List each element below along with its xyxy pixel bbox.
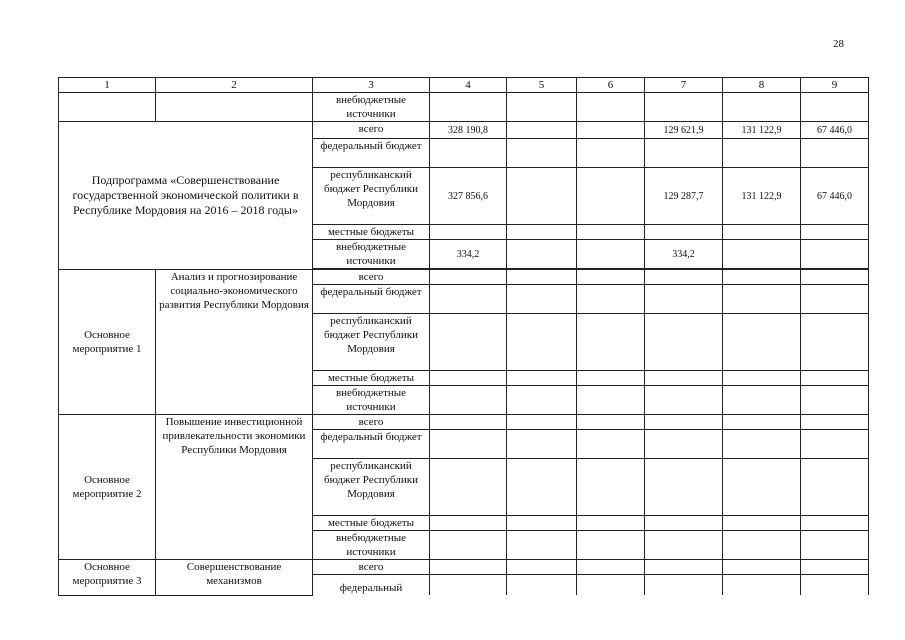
value-cell: 334,2 <box>430 240 507 269</box>
cell-empty <box>645 459 723 516</box>
cell-empty <box>645 430 723 459</box>
cell-empty <box>723 225 801 240</box>
header-cell: 5 <box>507 78 577 93</box>
cell-empty <box>577 371 645 386</box>
cell-empty <box>507 459 577 516</box>
cell-empty <box>723 371 801 386</box>
cell-empty <box>507 285 577 314</box>
cell-empty <box>59 93 156 122</box>
cell-empty <box>801 139 869 168</box>
value-cell: 131 122,9 <box>723 122 801 139</box>
cell-empty <box>507 516 577 531</box>
source-extra: внебюджетные источники <box>313 93 430 122</box>
cell-empty <box>577 314 645 371</box>
cell-empty <box>577 93 645 122</box>
cell-empty <box>156 93 313 122</box>
cell-empty <box>645 386 723 415</box>
cell-empty <box>723 93 801 122</box>
cell-empty <box>645 225 723 240</box>
measure-label: Основное мероприятие 1 <box>59 270 156 415</box>
cell-empty <box>801 430 869 459</box>
cell-empty <box>801 459 869 516</box>
cell-empty <box>801 93 869 122</box>
value-cell: 67 446,0 <box>801 168 869 225</box>
cell-empty <box>645 560 723 575</box>
cell-empty <box>577 459 645 516</box>
source-vsego: всего <box>313 270 430 285</box>
cell-empty <box>430 560 507 575</box>
cell-empty <box>577 516 645 531</box>
cell-empty <box>723 314 801 371</box>
subprogram-title: Подпрограмма «Совершенствование государственной экономической политики в Республике Мордовия на 2016 – 2018 годы» <box>59 122 313 270</box>
cell-empty <box>430 285 507 314</box>
cell-empty <box>723 386 801 415</box>
page-number: 28 <box>833 38 844 50</box>
cell-empty <box>577 139 645 168</box>
cell-empty <box>801 575 869 596</box>
cell-empty <box>507 225 577 240</box>
source-local: местные бюджеты <box>313 225 430 240</box>
source-federal: федеральный бюджет <box>313 139 430 168</box>
cell-empty <box>507 93 577 122</box>
source-republic: республиканский бюджет Республики Мордовия <box>313 314 430 371</box>
header-cell: 1 <box>59 78 156 93</box>
measure-label: Основное мероприятие 2 <box>59 415 156 560</box>
cell-empty <box>723 285 801 314</box>
header-cell: 4 <box>430 78 507 93</box>
cell-empty <box>801 415 869 430</box>
cell-empty <box>723 139 801 168</box>
cell-empty <box>645 516 723 531</box>
cell-empty <box>801 225 869 240</box>
cell-empty <box>723 516 801 531</box>
source-republic: республиканский бюджет Республики Мордовия <box>313 459 430 516</box>
value-cell: 334,2 <box>645 240 723 269</box>
header-cell: 3 <box>313 78 430 93</box>
source-vsego: всего <box>313 415 430 430</box>
header-cell: 9 <box>801 78 869 93</box>
measure-name: Повышение инвестиционной привлекательности экономики Республики Мордовия <box>156 415 313 560</box>
cell-empty <box>801 285 869 314</box>
value-cell: 327 856,6 <box>430 168 507 225</box>
cell-empty <box>430 575 507 596</box>
cell-empty <box>645 371 723 386</box>
cell-empty <box>577 168 645 225</box>
header-row <box>59 78 869 93</box>
value-cell: 129 287,7 <box>645 168 723 225</box>
cell-empty <box>723 240 801 269</box>
cell-empty <box>801 531 869 560</box>
cell-empty <box>801 314 869 371</box>
header-cell: 6 <box>577 78 645 93</box>
cell-empty <box>577 415 645 430</box>
source-federal: федеральный бюджет <box>313 285 430 314</box>
cell-empty <box>507 575 577 596</box>
cell-empty <box>645 93 723 122</box>
cell-empty <box>645 531 723 560</box>
cell-empty <box>430 93 507 122</box>
cell-empty <box>577 270 645 285</box>
cell-empty <box>645 139 723 168</box>
cell-empty <box>430 531 507 560</box>
cell-empty <box>577 285 645 314</box>
cell-empty <box>723 531 801 560</box>
source-vsego: всего <box>313 560 430 575</box>
cell-empty <box>801 560 869 575</box>
cell-empty <box>430 371 507 386</box>
cell-empty <box>645 575 723 596</box>
source-local: местные бюджеты <box>313 371 430 386</box>
cell-empty <box>645 415 723 430</box>
header-cell: 2 <box>156 78 313 93</box>
cell-empty <box>507 415 577 430</box>
source-vsego: всего <box>313 122 430 139</box>
cell-empty <box>723 415 801 430</box>
value-cell: 328 190,8 <box>430 122 507 139</box>
measure-name: Анализ и прогнозирование социально-экономического развития Республики Мордовия <box>156 270 313 415</box>
cell-empty <box>430 139 507 168</box>
source-extra: внебюджетные источники <box>313 531 430 560</box>
cell-empty <box>507 371 577 386</box>
cell-empty <box>430 314 507 371</box>
cell-empty <box>507 270 577 285</box>
cell-empty <box>430 415 507 430</box>
cell-empty <box>507 168 577 225</box>
cell-empty <box>577 531 645 560</box>
measure-name: Совершенствование механизмов <box>156 560 313 596</box>
cell-empty <box>430 270 507 285</box>
cell-empty <box>507 386 577 415</box>
cell-empty <box>430 430 507 459</box>
value-cell: 67 446,0 <box>801 122 869 139</box>
cell-empty <box>430 516 507 531</box>
cell-empty <box>577 575 645 596</box>
cell-empty <box>577 240 645 269</box>
cell-empty <box>507 139 577 168</box>
header-cell: 8 <box>723 78 801 93</box>
cell-empty <box>577 225 645 240</box>
source-extra: внебюджетные источники <box>313 240 430 269</box>
table-row <box>59 270 869 285</box>
value-cell: 129 621,9 <box>645 122 723 139</box>
table-row <box>59 415 869 430</box>
measure-label: Основное мероприятие 3 <box>59 560 156 596</box>
cell-empty <box>723 560 801 575</box>
budget-table <box>58 77 869 596</box>
cell-empty <box>507 240 577 269</box>
cell-empty <box>577 122 645 139</box>
cell-empty <box>801 516 869 531</box>
cell-empty <box>430 386 507 415</box>
cell-empty <box>577 430 645 459</box>
cell-empty <box>507 430 577 459</box>
cell-empty <box>723 430 801 459</box>
cell-empty <box>507 314 577 371</box>
cell-empty <box>430 459 507 516</box>
cell-empty <box>801 371 869 386</box>
value-cell: 131 122,9 <box>723 168 801 225</box>
cell-empty <box>577 560 645 575</box>
table-row <box>59 93 869 122</box>
cell-empty <box>801 270 869 285</box>
table-row <box>59 560 869 575</box>
source-extra: внебюджетные источники <box>313 386 430 415</box>
cell-empty <box>507 122 577 139</box>
cell-empty <box>723 575 801 596</box>
source-federal-cut-text: федеральный <box>339 582 403 594</box>
table-row <box>59 122 869 139</box>
cell-empty <box>645 270 723 285</box>
source-federal: федеральный бюджет <box>313 430 430 459</box>
cell-empty <box>723 459 801 516</box>
cell-empty <box>645 285 723 314</box>
source-federal-cut <box>313 575 430 596</box>
header-cell: 7 <box>645 78 723 93</box>
cell-empty <box>801 240 869 269</box>
source-local: местные бюджеты <box>313 516 430 531</box>
cell-empty <box>645 314 723 371</box>
cell-empty <box>507 560 577 575</box>
cell-empty <box>577 386 645 415</box>
cell-empty <box>507 531 577 560</box>
cell-empty <box>430 225 507 240</box>
cell-empty <box>723 270 801 285</box>
cell-empty <box>801 386 869 415</box>
source-republic: республиканский бюджет Республики Мордовия <box>313 168 430 225</box>
